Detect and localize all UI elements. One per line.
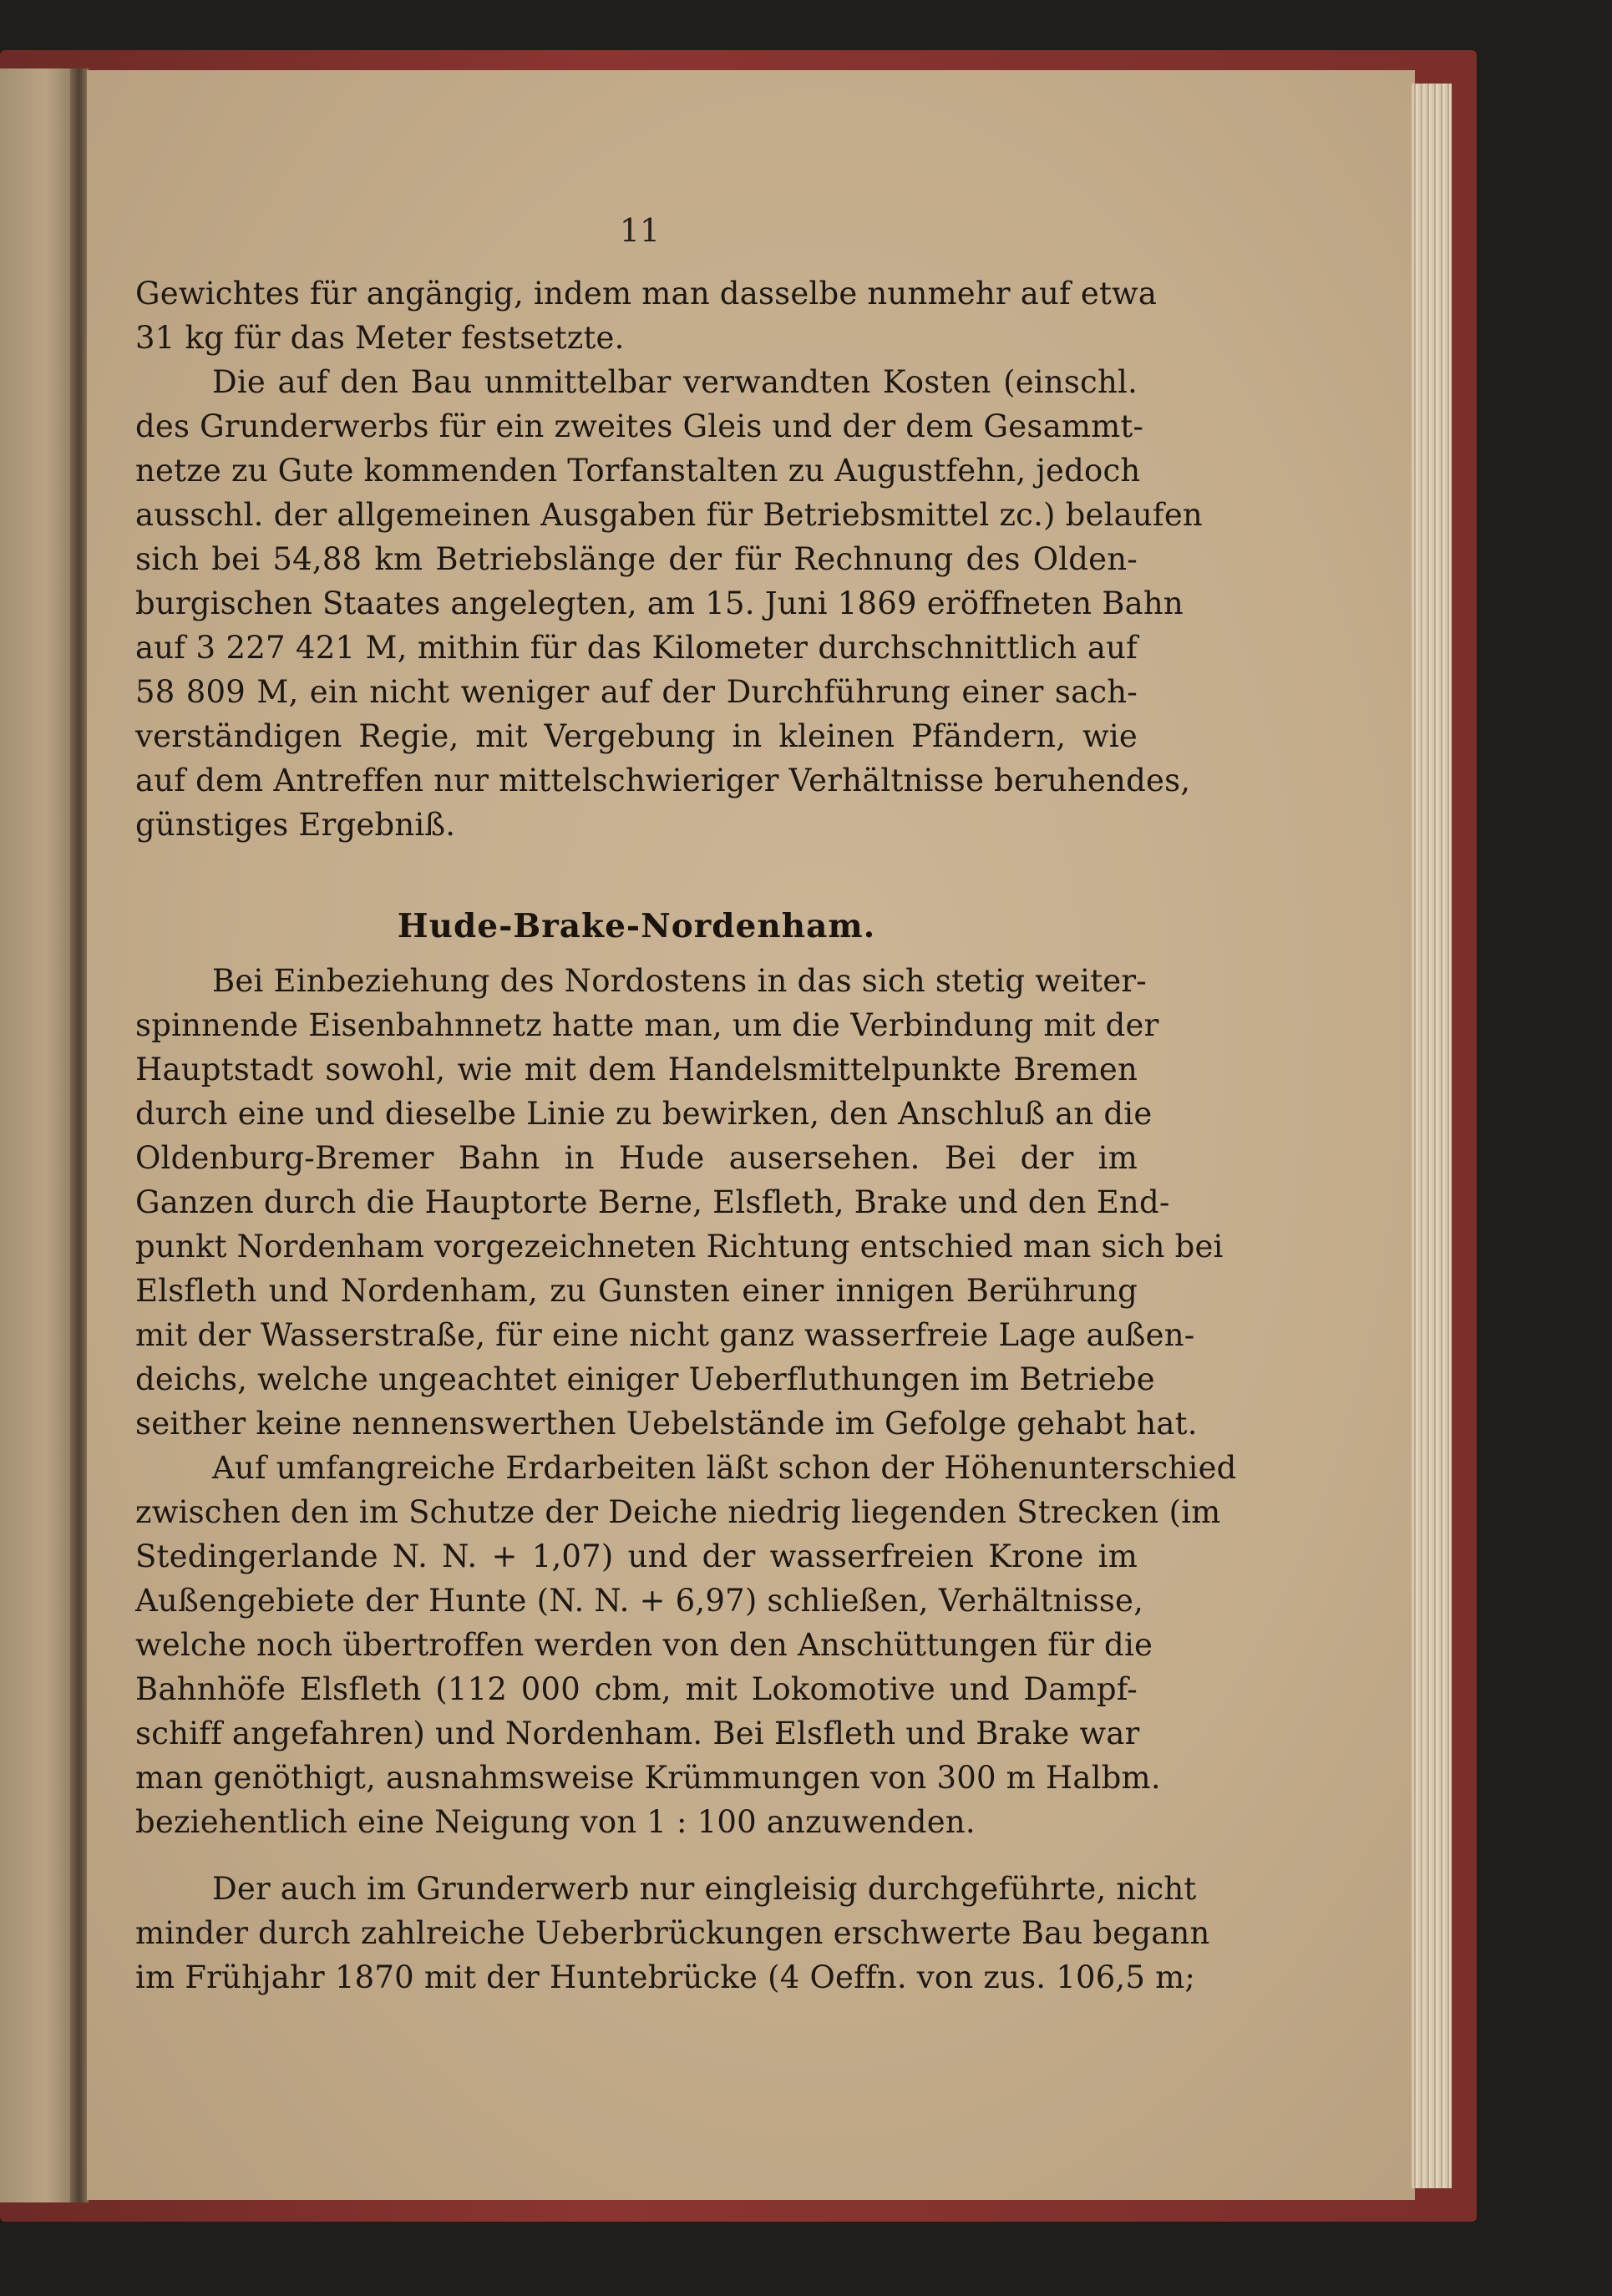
text-line: burgischen Staates angelegten, am 15. Juni 1869 eröffneten Bahn [135, 585, 1184, 621]
text-line: Auf umfangreiche Erdarbeiten läßt schon der Höhenunterschied [212, 1450, 1237, 1486]
text-line: Der auch im Grunderwerb nur eingleisig durchgeführte, nicht [212, 1871, 1197, 1907]
text-line: günstiges Ergebniß. [135, 807, 456, 843]
text-line: Ganzen durch die Hauptorte Berne, Elsfleth, Brake und den End- [135, 1184, 1170, 1220]
text-line: Oldenburg-Bremer Bahn in Hude ausersehen. Bei der im [135, 1140, 1138, 1176]
text-line: Die auf den Bau unmittelbar verwandten Kosten (einschl. [212, 364, 1138, 400]
book-gutter [70, 68, 89, 2202]
text-line: ausschl. der allgemeinen Ausgaben für Betriebsmittel zc.) belaufen [135, 497, 1203, 533]
text-line: spinnende Eisenbahnnetz hatte man, um die Verbindung mit der [135, 1007, 1159, 1043]
text-line: durch eine und dieselbe Linie zu bewirken, den Anschluß an die [135, 1096, 1153, 1132]
text-line: netze zu Gute kommenden Torfanstalten zu Augustfehn, jedoch [135, 453, 1141, 489]
text-line: man genöthigt, ausnahmsweise Krümmungen von 300 m Halbm. [135, 1760, 1161, 1796]
text-line: Bei Einbeziehung des Nordostens in das sich stetig weiter- [212, 963, 1147, 999]
text-line: Bahnhöfe Elsfleth (112 000 cbm, mit Lokomotive und Dampf- [135, 1671, 1138, 1707]
text-line: zwischen den im Schutze der Deiche niedrig liegenden Strecken (im [135, 1494, 1221, 1530]
previous-page-edge [0, 68, 77, 2202]
text-line: Außengebiete der Hunte (N. N. + 6,97) schließen, Verhältnisse, [135, 1583, 1144, 1619]
section-heading: Hude-Brake-Nordenham. [397, 907, 876, 945]
text-line: 58 809 M, ein nicht weniger auf der Durchführung einer sach- [135, 674, 1138, 710]
text-line: seither keine nennenswerthen Uebelstände im Gefolge gehabt hat. [135, 1406, 1198, 1442]
text-line: 31 kg für das Meter festsetzte. [135, 320, 625, 356]
page-block-edges [1412, 84, 1452, 2188]
text-line: auf 3 227 421 M, mithin für das Kilometer durchschnittlich auf [135, 630, 1138, 666]
text-line: mit der Wasserstraße, für eine nicht ganz wasserfreie Lage außen- [135, 1317, 1195, 1353]
text-line: im Frühjahr 1870 mit der Huntebrücke (4 Oeffn. von zus. 106,5 m; [135, 1959, 1196, 1995]
page-number: 11 [619, 212, 661, 249]
text-line: Elsfleth und Nordenham, zu Gunsten einer innigen Berührung [135, 1273, 1138, 1309]
text-line: Hauptstadt sowohl, wie mit dem Handelsmittelpunkte Bremen [135, 1052, 1138, 1087]
text-line: Stedingerlande N. N. + 1,07) und der wasserfreien Krone im [135, 1538, 1138, 1574]
text-line: beziehentlich eine Neigung von 1 : 100 anzuwenden. [135, 1804, 976, 1840]
text-line: Gewichtes für angängig, indem man dasselbe nunmehr auf etwa [135, 276, 1158, 312]
text-line: schiff angefahren) und Nordenham. Bei Elsfleth und Brake war [135, 1716, 1140, 1751]
text-line: deichs, welche ungeachtet einiger Ueberfluthungen im Betriebe [135, 1361, 1155, 1397]
text-line: verständigen Regie, mit Vergebung in kleinen Pfändern, wie [135, 718, 1138, 754]
text-line: minder durch zahlreiche Ueberbrückungen erschwerte Bau begann [135, 1915, 1210, 1951]
text-line: des Grunderwerbs für ein zweites Gleis und der dem Gesammt- [135, 408, 1144, 444]
text-line: welche noch übertroffen werden von den Anschüttungen für die [135, 1627, 1153, 1663]
text-line: sich bei 54,88 km Betriebslänge der für Rechnung des Olden- [135, 541, 1138, 577]
text-line: auf dem Antreffen nur mittelschwieriger Verhältnisse beruhendes, [135, 763, 1191, 798]
text-line: punkt Nordenham vorgezeichneten Richtung entschied man sich bei [135, 1229, 1224, 1265]
